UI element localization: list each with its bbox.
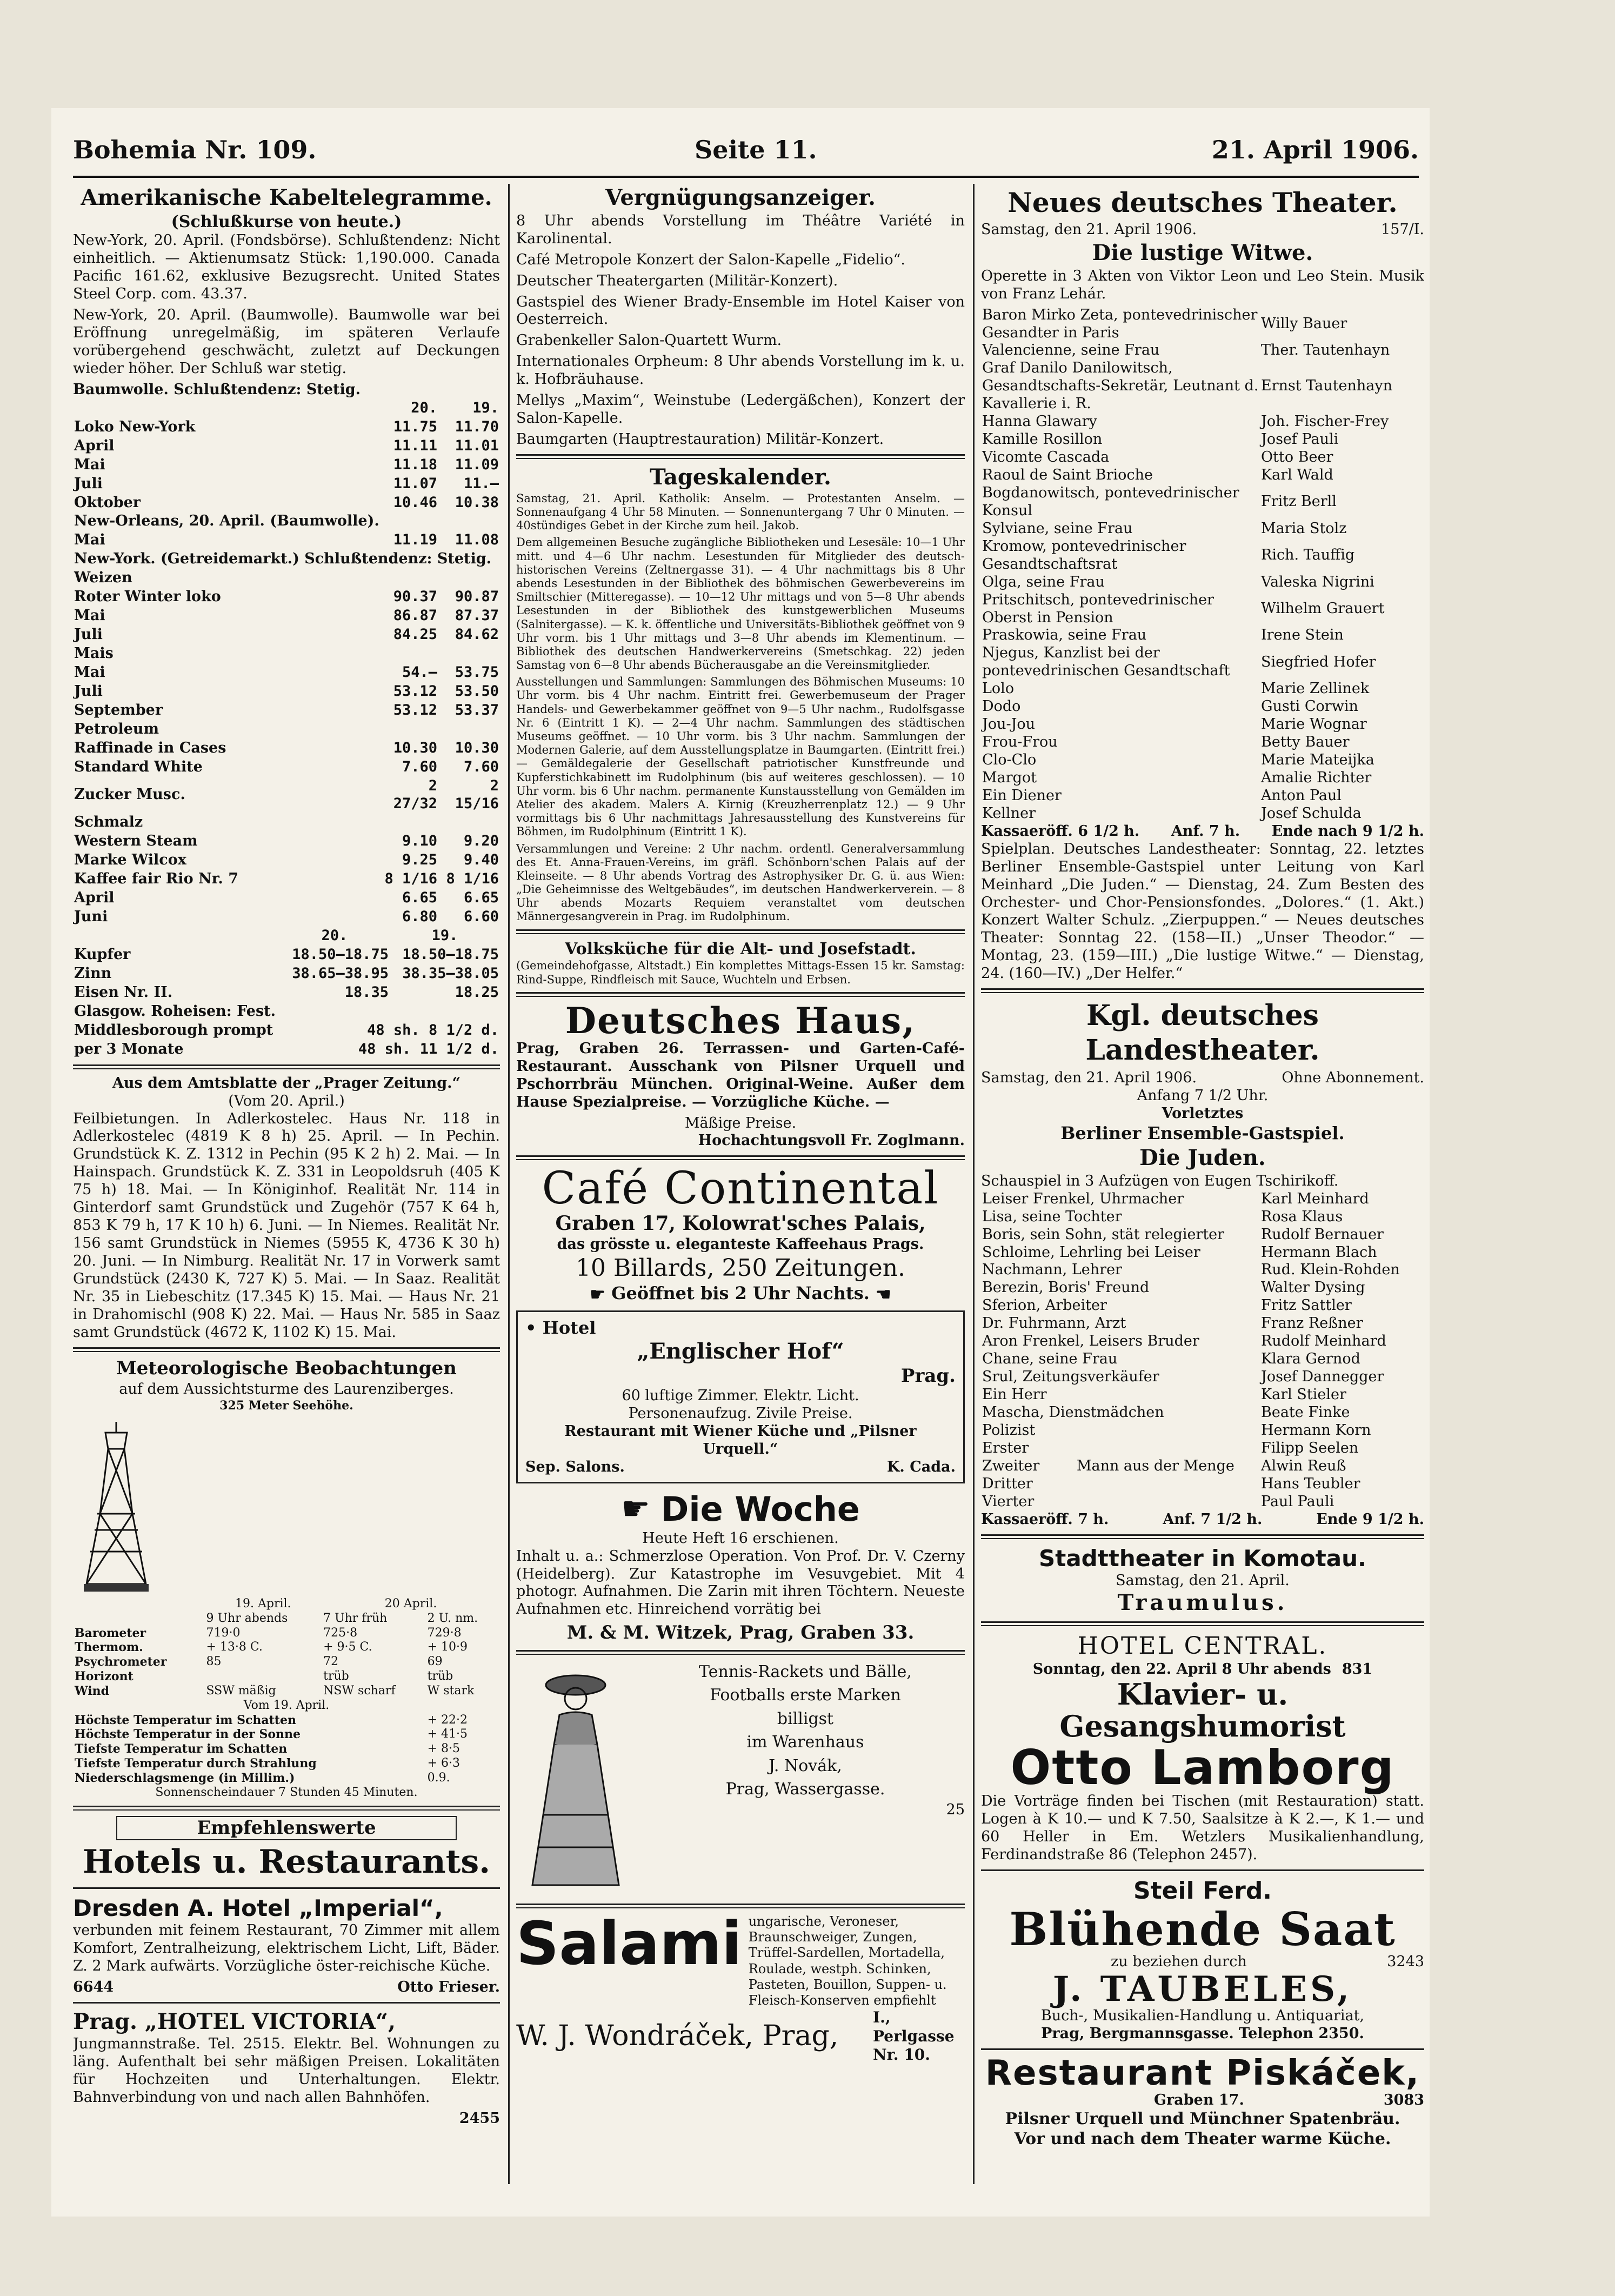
volks-text: (Gemeindehofgasse, Altstadt.) Ein komplettes Mittags-Essen 15 kr. Samstag: Rind-Suppe, Rindfleisch mit Sauce, Wuchteln und Erbsen. [516,959,965,986]
tennis-line: J. Novák, [769,1756,842,1775]
cafe-continental-title: Café Continental [542,1163,939,1215]
saat-title: Blühende Saat [1009,1902,1396,1956]
tages-title: Tageskalender. [650,464,831,490]
metals-header: 20. 19. [321,927,458,944]
ndt-description: Operette in 3 Akten von Viktor Leon und Leo Stein. Musik von Franz Lehár. [981,267,1424,302]
deutsches-haus-signature: Hochachtungsvoll Fr. Zoglmann. [698,1132,965,1149]
quote-row: Raffinade in Cases 10.30 10.30 [74,739,499,756]
meteo-sunshine: Sonnenscheindauer 7 Stunden 45 Minuten. [155,1785,418,1799]
cable-fonds-text: New-York, 20. April. (Fondsbörse). Schlußtendenz: Nicht einheitlich. — Aktienumsatz Stück: 1,190.000. Canada Pacific 161.62, exklusive Bezugsrecht. United States Steel Corp. com. 43.37. [73,232,500,303]
deutsches-haus-text: Prag, Graben 26. Terrassen- und Garten-Café-Restaurant. Ausschank von Pilsner Urquell und Pschorrbräu München. Original-Weine. Außer dem Hause Spezialpreise. — Vorzügliche Küche. — [516,1040,965,1110]
cast-row: Frou-Frou Betty Bauer [982,734,1350,751]
kdl-group-label: Mann aus der Menge [1076,1457,1234,1474]
quote-row: Roter Winter loko 90.37 90.87 [74,588,499,605]
englischer-hof-ad [516,1310,965,1483]
verg-item: Internationales Orpheum: 8 Uhr abends Vorstellung im k. u. k. Hofbräuhause. [516,353,965,388]
verg-item: Baumgarten (Hauptrestauration) Militär-Konzert. [516,431,884,448]
hotel-central-title: HOTEL CENTRAL. [1077,1632,1328,1660]
ndt-end: Ende nach 9 1/2 h. [1271,822,1424,840]
tennis-line: billigst [777,1709,834,1728]
newspaper-page [51,108,1430,2217]
section-rule [73,1887,500,1889]
quote-row: April 11.11 11.01 [74,437,499,454]
cast-row: Praskowia, seine Frau Irene Stein [982,627,1344,644]
metals-table [73,927,500,1059]
kdl-play: Die Juden. [1139,1144,1266,1170]
verg-item: 8 Uhr abends Vorstellung im Théâtre Variété in Karolinental. [516,212,965,247]
amtsblatt-text: Feilbietungen. In Adlerkostelec. Haus Nr. 118 in Adlerkostelec (4819 K 8 h) 25. April. — In Pechin. Grundstück K. Z. 1312 in Pechin (95 K 2 h) 2. Mai. — In Hainspach. Grundstück K. Z. 331 in Leopoldsruh (405 K 75 h) 18. Mai. — In Königinhof. Realität Nr. 114 in Ginterdorf samt Grundstück und Zugehör (757 K 64 h, 853 K 79 h, 17 K 10 h) 6. Juni. — In Niemes. Realität Nr. 156 samt Grundstück in Niemes (5955 K, 4736 K 30 h) 20. Juni. — In Nimburg. Realität Nr. 17 in Vorwerk samt Grundstück (2430 K, 727 K) 5. Mai. — In Saaz. Realität Nr. 35 in Liebeschitz (17.345 K) 15. Mai. — Haus Nr. 21 in Drahomischl (908 K) 22. Mai. — Haus Nr. 585 in Saaz samt Grundstück (4672 K, 1102 K) 15. Mai. [73,1110,500,1341]
cast-row: Margot Amalie Richter [982,769,1372,786]
verg-item: Mellys „Maxim“, Weinstube (Ledergäßchen), Konzert der Salon-Kapelle. [516,392,965,427]
salami-title: Salami [516,1908,742,1978]
quote-row: Mai 54.— 53.75 [74,663,499,681]
eh-hotel: Hotel [542,1317,596,1339]
salami-text: ungarische, Veroneser, Braunschweiger, Zungen, Trüffel-Sardellen, Mortadella, Roulade, westph. Schinken, Pasteten, Bouillon, Suppen- u. Fleisch-Konserven empfiehlt [748,1913,947,2008]
dresden-text: verbunden mit feinem Restaurant, 70 Zimmer mit allem Komfort, Zentralheizung, elektrischem Licht, Lift, Bäder. Z. 2 Mark aufwärts. Vorzügliche öster-reichische Küche. [73,1922,500,1975]
section-rule [981,988,1424,993]
amtsblatt-title: Aus dem Amtsblatte der „Prager Zeitung.“ [112,1074,461,1092]
ndt-start: Anf. 7 h. [1171,822,1240,840]
section-rule [73,1347,500,1352]
cast-row: Vierter Paul Pauli [982,1493,1334,1510]
cast-row: Srul, Zeitungsverkäufer Josef Dannegger [982,1368,1384,1386]
lard-heading: Schmalz [74,814,143,831]
section-rule [981,1534,1424,1539]
ndt-box-office: Kassaeröff. 6 1/2 h. [981,822,1140,840]
quote-row: Zucker Musc. 2 27/32 2 15/16 [74,777,499,812]
cast-row: Raoul de Saint Brioche Karl Wald [982,467,1333,484]
kdl-start-time: Anf. 7 1/2 h. [1163,1510,1263,1528]
cast-row: Sferion, Arbeiter Fritz Sattler [982,1297,1352,1314]
header-date: 21. April 1906. [1211,135,1419,164]
kdl-end: Ende 9 1/2 h. [1316,1510,1424,1528]
meteo-temp-row: Höchste Temperatur im Schatten + 22·2 [75,1713,468,1727]
quote-row: Kupfer 18.50—18.75 18.50—18.75 [74,946,499,963]
petroleum-heading: Petroleum [74,720,159,737]
eh-salons: Sep. Salons. [525,1459,625,1476]
victoria-number: 2455 [459,2109,500,2127]
cast-row: Polizist Hermann Korn [982,1421,1371,1439]
quote-row: per 3 Monate 48 sh. 11 1/2 d. [74,1040,499,1057]
section-rule [516,1155,965,1160]
tennis-line: Tennis-Rackets und Bälle, [699,1662,912,1681]
kdl-ensemble: Berliner Ensemble-Gastspiel. [1060,1122,1345,1143]
section-rule [516,992,965,997]
cast-row: Kamille Rosillon Josef Pauli [982,431,1339,448]
victoria-text: Jungmannstraße. Tel. 2515. Elektr. Bel. Wohnungen zu läng. Aufenthalt bei sehr mäßigen Preisen. Lokalitäten für Hochzeiten und Unterhaltungen. Elektr. Bahnverbindung von und nach allen Bahnhöfen. [73,2035,500,2106]
column-2 [516,184,965,2184]
kdl-vorletztes: Vorletztes [1162,1104,1244,1122]
kdl-description: Schauspiel in 3 Aufzügen von Eugen Tschirikoff. [981,1172,1339,1189]
ndt-play: Die lustige Witwe. [1092,239,1313,265]
quote-row: Western Steam 9.10 9.20 [74,833,499,850]
meteo-vom: Vom 19. April. [243,1698,330,1712]
verg-item: Café Metropole Konzert der Salon-Kapelle „Fidelio“. [516,251,905,268]
ndt-number: 157/I. [1381,221,1424,238]
column-1 [73,184,500,2184]
bullet-icon: • [525,1317,543,1339]
section-rule [981,1869,1424,1871]
cast-row: Njegus, Kanzlist bei der pontevedrinischen Gesandtschaft Siegfried Hofer [982,644,1376,680]
kdl-title: Kgl. deutsches Landestheater. [1085,999,1320,1067]
cast-row: Pritschitsch, pontevedrinischer Oberst in Pension Wilhelm Grauert [982,591,1385,626]
quote-row: Juli 84.25 84.62 [74,626,499,643]
cast-row: Valencienne, seine Frau Ther. Tautenhayn [982,342,1390,359]
column-divider [973,184,975,2184]
hotels-pre: Empfehlenswerte [116,1816,457,1840]
verg-item: Gastspiel des Wiener Brady-Ensemble im Hotel Kaiser von Oesterreich. [516,293,965,328]
section-rule [516,929,965,934]
cast-row: Hanna Glawary Joh. Fischer-Frey [982,413,1389,430]
quote-row: Zinn 38.65—38.95 38.35—38.05 [74,964,499,982]
column-3 [981,184,1424,2184]
woche-text: Inhalt u. a.: Schmerzlose Operation. Von Prof. Dr. V. Czerny (Heidelberg). Zur Katastrophe im Vesuvgebiet. Mit 4 photogr. Aufnahmen. Die Zarin mit ihren Töchtern. Neueste Aufnahmen etc. Hinreichend vorrätig bei [516,1547,965,1618]
quote-row: April 6.65 6.65 [74,889,499,907]
quote-row: Mai 11.19 11.08 [74,531,499,549]
kdl-start: Anfang 7 1/2 Uhr. [1137,1087,1269,1104]
kdl-box-office: Kassaeröff. 7 h. [981,1510,1109,1528]
cast-row: Dritter Hans Teubler [982,1475,1360,1492]
cast-row: Kellner Josef Schulda [982,804,1362,822]
meteo-subtitle: auf dem Aussichtsturme des Laurenziberges. [119,1381,454,1398]
quote-row: Juli 11.07 11.— [74,475,499,492]
woche-issue: Heute Heft 16 erschienen. [642,1529,839,1547]
meteo-table: 19. April. 20 April. 9 Uhr abends 7 Uhr früh 2 U. nm. Barometer 719·0 725·8 729·8 Thermom. + 13·8 C. + 9·5 C. + 10·9 Psychrometer 85 72 69 Horizont trüb trüb Wind SSW mäßig NSW scharf W stark Vom 19. April. Höchste Temperatur im Schatten + 22·2 Höchste Temperatur in der Sonne + 41·5 Tiefste Temperatur im Schatten + 8·5 Tiefste Temperatur durch Strahlung + 6·3 Niederschlagsmenge (in Millim.) 0.9. [73,1597,500,1786]
cast-row: Nachmann, Lehrer Rud. Klein-Rohden [982,1261,1400,1279]
section-rule [516,454,965,459]
komotau-title: Stadttheater in Komotau. [1039,1545,1366,1572]
saat-number: 3243 [1387,1953,1424,1970]
komotau-play: Traumulus. [1117,1589,1288,1615]
cast-row: Lolo Marie Zellinek [982,680,1370,697]
quote-row: Mai 86.87 87.37 [74,607,499,624]
header-issue: Bohemia Nr. 109. [73,135,317,164]
volks-title: Volksküche für die Alt- und Josefstadt. [565,939,916,959]
meteo-altitude: 325 Meter Seehöhe. [219,1399,353,1413]
cast-row: Baron Mirko Zeta, pontevedrinischer Gesandter in Paris Willy Bauer [982,306,1347,341]
header-rule [73,176,1419,178]
cotton-tendency: Baumwolle. Schlußtendenz: Stetig. [73,381,361,398]
deutsches-haus-prices: Mäßige Preise. [684,1114,797,1132]
quote-row: Juni 6.80 6.60 [74,908,499,926]
cast-row: Kromow, pontevedrinischer Gesandtschaftsrat Rich. Tauffig [982,537,1355,573]
cable-cotton-text: New-York, 20. April. (Baumwolle). Baumwolle war bei Eröffnung unregelmäßig, im späteren Verlaufe vorübergehend geschwächt, zuletzt auf Deckungen wieder höher. Der Schluß war stetig. [73,307,500,377]
verg-item: Grabenkeller Salon-Quartett Wurm. [516,332,782,349]
hotels-title: Hotels u. Restaurants. [83,1843,490,1881]
meteo-row: Wind SSW mäßig NSW scharf W stark [75,1683,475,1698]
ndt-title: Neues deutsches Theater. [1007,187,1398,218]
hotel-central-date: Sonntag, den 22. April 8 Uhr abends [1032,1661,1331,1678]
saat-author: Steil Ferd. [1133,1877,1272,1905]
section-rule [73,2002,500,2004]
hotel-central-performer: Otto Lamborg [1010,1739,1395,1795]
cast-row: Mascha, Dienstmädchen Beate Finke [982,1403,1350,1421]
pointing-hand-icon: ☛ [590,1283,605,1305]
piskacek-beer: Pilsner Urquell und Münchner Spatenbräu. [1005,2109,1400,2128]
deutsches-haus-title: Deutsches Haus, [565,1000,916,1042]
saat-address: Prag, Bergmannsgasse. Telephon 2350. [1041,2025,1364,2042]
tennis-line: Prag, Wassergasse. [725,1780,885,1799]
wheat-heading: Weizen [74,569,132,587]
section-rule [516,1904,965,1908]
meteo-temp-row: Tiefste Temperatur im Schatten + 8·5 [75,1742,461,1756]
section-rule [73,1806,500,1811]
quote-row: Marke Wilcox 9.25 9.40 [74,851,499,869]
amtsblatt-subtitle: (Vom 20. April.) [228,1092,345,1109]
eh-signature: K. Cada. [886,1459,956,1476]
saat-desc: Buch-, Musikalien-Handlung u. Antiquariat, [1040,2007,1365,2024]
cast-row: Zweiter Mann aus der Menge Alwin Reuß [982,1457,1346,1474]
tages-text: Ausstellungen und Sammlungen: Sammlungen des Böhmischen Museums: 10 Uhr vorm. bis 4 Uhr nachm. Eintritt frei. Gewerbemuseum der Prager Handels- und Gewerbekammer geöffnet von 9—5 Uhr nachm., Rudolfsgasse Nr. 6 (Eintritt 1 K). — 2—4 Uhr nachm. Sammlungen des städtischen Museums geöffnet. — 10 Uhr vorm. bis 3 Uhr nachm. Sammlungen der Modernen Galerie, auf dem Ausstellungsplatze in Baumgarten. (Eintritt frei.) — Gemäldegalerie der Gesellschaft patriotischer Kunstfreunde und Kupferstichkabinett im Rudolphinum (bis auf weiteres geschlossen). — 10 Uhr vorm. bis 6 Uhr nachm. permanente Kunstausstellung von Gemälden im Atelier des akadem. Malers A. Kirnig (Kreuzherrenplatz 12.) — 9 Uhr vormittags bis 6 Uhr nachmittags Jahresausstellung des Kunstvereins für Böhmen, im Rudolphinum (Eintritt 1 K). [516,675,965,838]
dresden-signature: Otto Frieser. [397,1979,500,1996]
salami-ad [516,1908,965,2009]
page-header [73,135,1419,173]
eh-prag: Prag. [900,1365,956,1387]
woche-title: Die Woche [660,1489,860,1529]
cast-row: Dr. Fuhrmann, Arzt Franz Reßner [982,1315,1363,1332]
komotau-date: Samstag, den 21. April. [1116,1572,1290,1589]
header-page-number: Seite 11. [695,135,817,164]
quote-row: September 53.12 53.37 [74,701,499,718]
section-rule [516,1650,965,1655]
tennis-number: 25 [946,1801,965,1818]
saat-bezug: zu beziehen durch [1111,1953,1247,1970]
piskacek-number: 3083 [1383,2092,1424,2109]
kdl-cast-list [981,1190,1424,1511]
column-divider [508,184,510,2184]
piskacek-title: Restaurant Piskáček, [985,2053,1420,2093]
meteo-row: Thermom. + 13·8 C. + 9·5 C. + 10·9 [75,1640,468,1655]
pointing-hand-icon: ☛ [621,1490,650,1528]
quotes-table [73,399,500,927]
orleans-heading: New-Orleans, 20. April. (Baumwolle). [74,513,379,530]
observation-tower-icon [73,1416,159,1595]
corn-heading: Mais [74,645,114,662]
cast-row: Bogdanowitsch, pontevedrinischer Konsul Fritz Berll [982,484,1337,519]
section-rule [73,1064,500,1069]
section-rule [981,1621,1424,1626]
eh-line: Restaurant mit Wiener Küche und „Pilsner Urquell.“ [564,1423,917,1458]
cast-row: Jou-Jou Marie Wognar [982,716,1367,733]
quote-row: Middlesborough prompt 48 sh. 8 1/2 d. [74,1021,499,1039]
quote-row: Loko New-York 11.75 11.70 [74,418,499,435]
hotel-central-text: Die Vorträge finden bei Tischen (mit Restauration) statt. Logen à K 10.— und K 7.50, Saalsitze à K 2.—, K 1.— und 60 Heller in Em. Wetzlers Musikalienhandlung, Ferdinandstraße 86 (Telephon 2457). [981,1793,1424,1864]
tennis-ad [516,1660,965,1898]
quote-row: Standard White 7.60 7.60 [74,758,499,775]
tages-text: Samstag, 21. April. Katholik: Anselm. — Protestanten Anselm. — Sonnenaufgang 4 Uhr 58 Minuten. — Sonnenuntergang 7 Uhr 0 Minuten. — 40stündiges Gebet in der Kirche zum heil. Jakob. [516,491,965,533]
meteo-temp-row: Niederschlagsmenge (in Millim.) 0.9. [75,1771,450,1785]
quote-row: Eisen Nr. II. 18.35 18.25 [74,983,499,1001]
eh-name: „Englischer Hof“ [637,1339,844,1365]
cast-row: Schloime, Lehrling bei Leiser Hermann Blach [982,1243,1377,1261]
saat-firm: J. TAUBELES, [1052,1968,1353,2009]
victoria-heading: Prag. „HOTEL VICTORIA“, [73,2009,396,2035]
piskacek-kitchen: Vor und nach dem Theater warme Küche. [1014,2129,1391,2148]
verg-item: Deutscher Theatergarten (Militär-Konzert). [516,272,838,289]
cast-row: Aron Frenkel, Leisers Bruder Rudolf Meinhard [982,1333,1386,1350]
cast-row: Ein Herr Karl Stieler [982,1386,1346,1403]
glasgow-heading: Glasgow. Roheisen: Fest. [74,1002,276,1020]
cast-row: Clo-Clo Marie Mateijka [982,751,1374,769]
meteo-row: Barometer 719·0 725·8 729·8 [75,1626,462,1640]
tennis-line: im Warenhaus [746,1733,864,1752]
grain-heading: New-York. (Getreidemarkt.) Schlußtendenz: Stetig. [74,550,492,568]
cable-subtitle: (Schlußkurse von heute.) [171,212,402,231]
hotel-central-klavier: Klavier- u. Gesangshumorist [1059,1677,1346,1744]
cast-row: Erster Filipp Seelen [982,1439,1359,1456]
kdl-date: Samstag, den 21. April 1906. [981,1069,1197,1087]
cast-row: Dodo Gusti Corwin [982,698,1358,715]
meteo-temp-row: Tiefste Temperatur durch Strahlung + 6·3 [75,1756,461,1771]
verg-title: Vergnügungsanzeiger. [605,185,876,210]
dresden-heading: Dresden A. Hotel „Imperial“, [73,1895,443,1922]
cafe-continental-address: Graben 17, Kolowrat'sches Palais, [555,1212,926,1235]
cast-row: Olga, seine Frau Valeska Nigrini [982,573,1374,590]
quotes-header: 20. 19. [411,399,499,416]
dresden-number: 6644 [73,1979,114,1996]
cast-row: Leiser Frenkel, Uhrmacher Karl Meinhard [982,1190,1369,1207]
kdl-abonnement: Ohne Abonnement. [1282,1069,1424,1087]
quote-row: Juli 53.12 53.50 [74,682,499,700]
cast-row: Sylviane, seine Frau Maria Stolz [982,520,1347,537]
pointing-hand-icon: ☚ [876,1283,891,1305]
cast-row: Ein Diener Anton Paul [982,787,1342,804]
woche-signature: M. & M. Witzek, Prag, Graben 33. [566,1622,915,1644]
quote-row: Oktober 10.46 10.38 [74,494,499,511]
tages-text: Dem allgemeinen Besuche zugängliche Bibliotheken und Lesesäle: 10—1 Uhr mitt. und 4—6 Uhr nachm. Lesestunden für Mitglieder des deutsch-historischen Vereins (Zeltnergasse 31). — 4 Uhr nachmittags bis 8 Uhr abends Lesestunden in der Bibliothek des böhmischen Gewerbevereins im Smiltschier (Mitteregasse). — 10—12 Uhr mittags und von 5—8 Uhr abends Lesestunden in der Bibliothek des kunstgewerblichen Museums (Salnitergasse). — K. k. öffentliche und Universitäts-Bibliothek geöffnet von 9 Uhr vorm. bis 1 Uhr mittags und 3—8 Uhr abends im Klementinum. — Bibliothek des deutschen Handwerkervereins (Smetschkag. 22) jeden Samstag von 6—8 Uhr abends Bücherausgabe an die Vereinsmitglieder. [516,536,965,672]
cast-row: Vicomte Cascada Otto Beer [982,449,1333,466]
tages-text: Versammlungen und Vereine: 2 Uhr nachm. ordentl. Generalversammlung des Et. Anna-Frauen-Vereins, im gräfl. Schönborn'schen Palais auf der Kleinseite. — 8 Uhr abends Vortrag des Astrophysiker Dr. G. ü. aus Wien: „Die Geheimnisse des Weltgebäudes“, im deutschen Handwerkerverein. — 8 Uhr abends Mozarts Requiem veranstaltet vom deutschen Männergesangverein in Prag. im Rudolphinum. [516,842,965,923]
cafe-continental-desc: das grösste u. eleganteste Kaffeehaus Prags. [557,1236,924,1253]
piskacek-address: Graben 17. [1154,2092,1244,2109]
hotel-central-number: 831 [1342,1661,1373,1678]
eh-line: Personenaufzug. Zivile Preise. [628,1405,853,1422]
eh-line: 60 luftige Zimmer. Elektr. Licht. [622,1387,859,1405]
quote-row: Kaffee fair Rio Nr. 7 8 1/16 8 1/16 [74,870,499,888]
cafe-continental-hours: Geöffnet bis 2 Uhr Nachts. [611,1283,870,1303]
cast-row: Boris, sein Sohn, stät relegierter Rudolf Bernauer [982,1226,1384,1243]
cafe-continental-billiards: 10 Billards, 250 Zeitungen. [575,1254,906,1282]
cable-title: Amerikanische Kabeltelegramme. [81,185,492,210]
lady-tennis-illustration-icon [516,1663,635,1896]
tennis-line: Footballs erste Marken [710,1686,901,1705]
ndt-spielplan: Spielplan. Deutsches Landestheater: Sonntag, 22. letztes Berliner Ensemble-Gastspiel unter Leitung von Karl Meinhard „Die Juden.“ — Dienstag, 24. Zum Besten des Orchester- und Chor-Pensionsfondes. „Dolores.“ (1. Akt.) Konzert Walter Schulz. „Zierpuppen.“ — Neues deutsches Theater: Sonntag 22. (158—II.) „Unser Theodor.“ — Montag, 23. (159—III.) „Die lustige Witwe.“ — Dienstag, 24. (160—IV.) „Der Helfer.“ [981,840,1424,982]
cast-row: Berezin, Boris' Freund Walter Dysing [982,1279,1365,1296]
salami-signature: W. J. Wondráček, Prag, [516,2019,839,2052]
ndt-cast-list [981,307,1424,823]
meteo-row: Horizont trüb trüb [75,1669,453,1684]
meteo-title: Meteorologische Beobachtungen [116,1357,457,1379]
quote-row: Mai 11.18 11.09 [74,456,499,473]
cast-row: Lisa, seine Tochter Rosa Klaus [982,1208,1343,1225]
ndt-date: Samstag, den 21. April 1906. [981,221,1197,238]
cast-row: Graf Danilo Danilowitsch, Gesandtschafts-Sekretär, Leutnant d. Kavallerie i. R. Ernst Tautenhayn [982,360,1393,412]
section-rule [981,2048,1424,2050]
meteo-temp-row: Höchste Temperatur in der Sonne + 41·5 [75,1727,468,1742]
cast-row: Chane, seine Frau Klara Gernod [982,1350,1360,1368]
meteo-row: Psychrometer 85 72 69 [75,1655,443,1669]
salami-address: I., Perlgasse Nr. 10. [873,2008,955,2064]
